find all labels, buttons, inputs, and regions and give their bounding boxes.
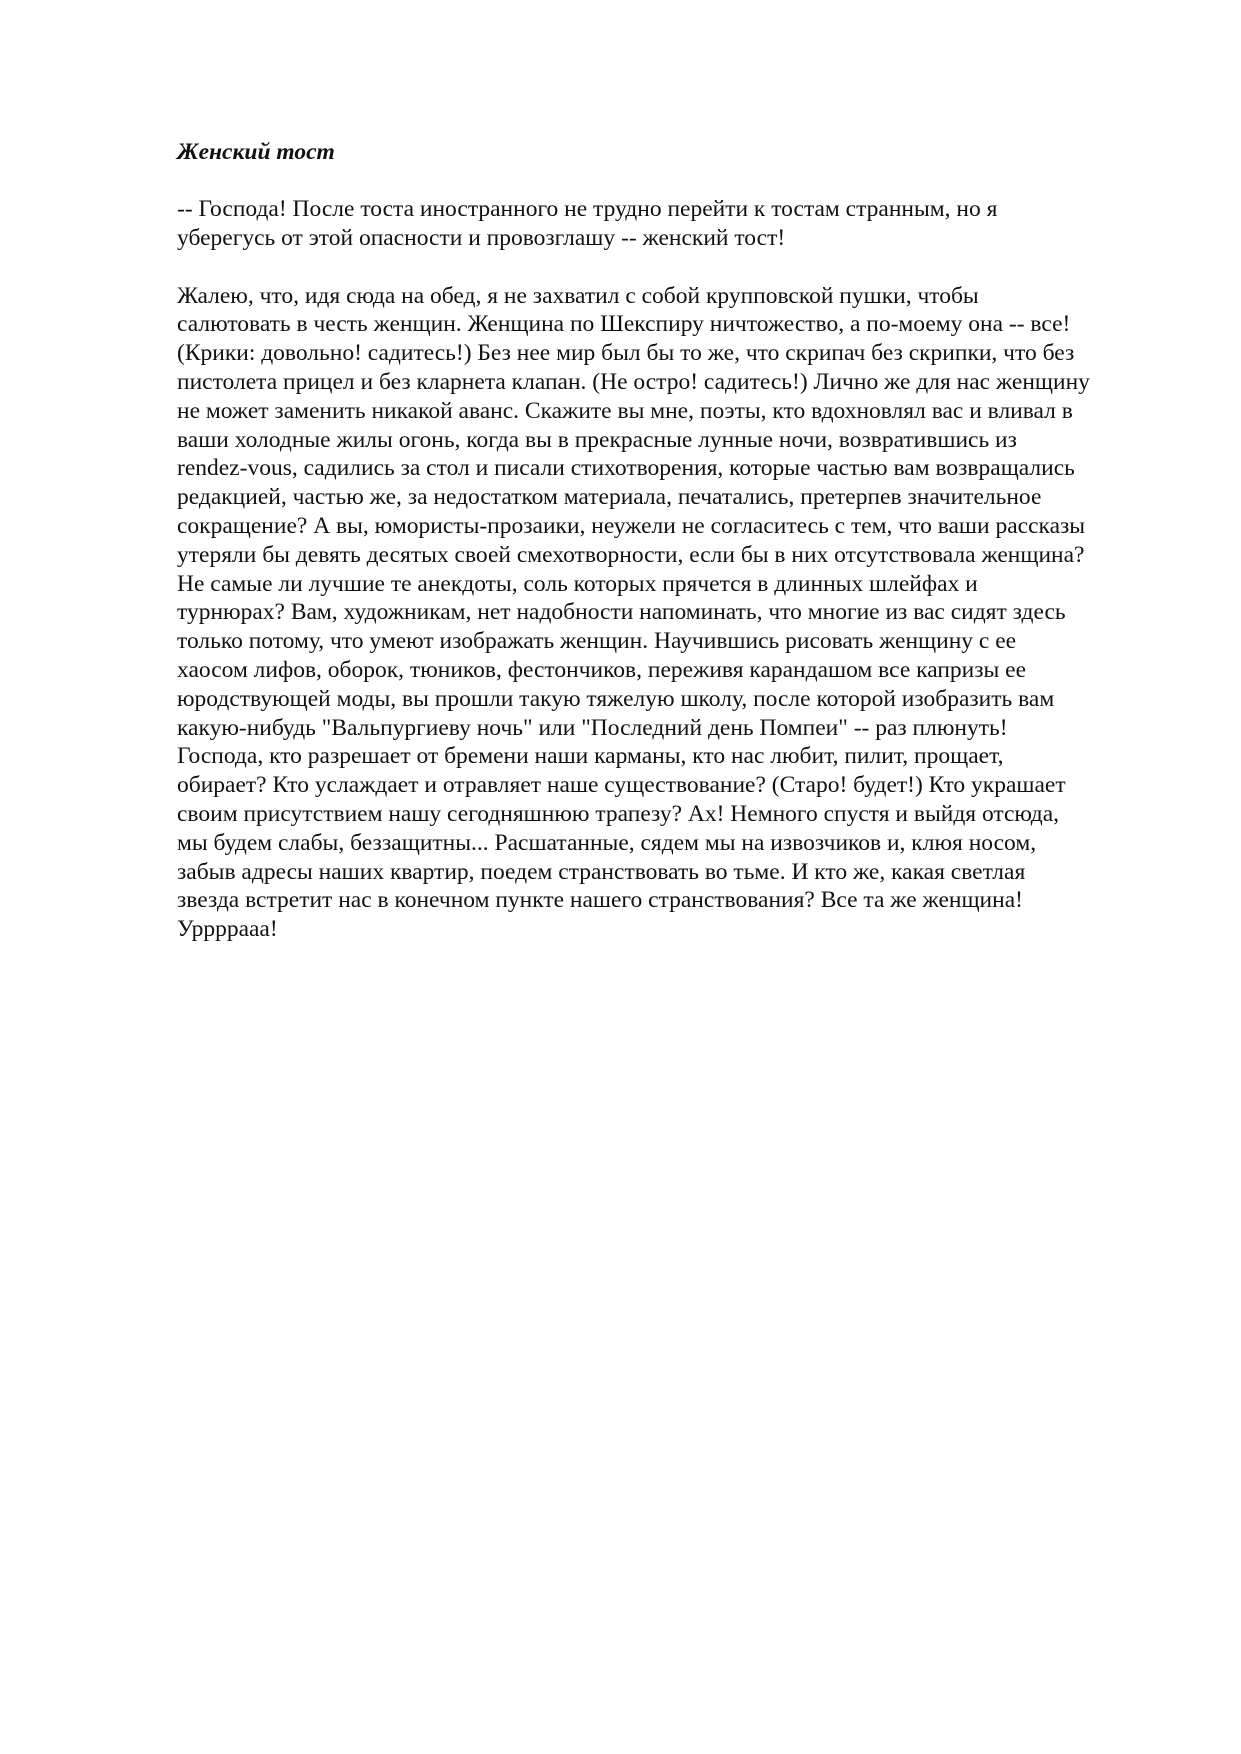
text-line: сокращение? А вы, юмористы-прозаики, неужели не согласитесь с тем, что ваши рассказы (177, 512, 1086, 539)
text-line: обирает? Кто услаждает и отравляет наше существование? (Старо! будет!) Кто украшает (177, 772, 1066, 799)
text-line: турнюрах? Вам, художникам, нет надобности напоминать, что многие из вас сидят здесь (177, 599, 1066, 626)
text-line: какую-нибудь "Вальпургиеву ночь" или "Последний день Помпеи" -- раз плюнуть! (177, 714, 1008, 741)
text-line: утеряли бы девять десятых своей смехотворности, если бы в них отсутствовала женщина? (177, 541, 1085, 568)
document-body (177, 138, 1177, 973)
text-line: ваши холодные жилы огонь, когда вы в прекрасные лунные ночи, возвратившись из (177, 426, 1017, 453)
text-line: только потому, что умеют изображать женщин. Научившись рисовать женщину с ее (177, 628, 1017, 655)
text-line: хаосом лифов, оборок, тюников, фестончиков, переживя карандашом все капризы ее (177, 656, 1027, 683)
paragraph-main (177, 282, 1177, 944)
document-title: Женский тост (177, 139, 335, 165)
text-line: пистолета прицел и без кларнета клапан. (Не остро! садитесь!) Лично же для нас женщину (177, 368, 1090, 395)
text-line: не может заменить никакой аванс. Скажите вы мне, поэты, кто вдохновлял вас и вливал в (177, 397, 1073, 424)
text-line: уберегусь от этой опасности и провозглашу -- женский тост! (177, 224, 786, 251)
text-line: -- Господа! После тоста иностранного не трудно перейти к тостам странным, но я (177, 196, 998, 222)
text-line: юродствующей моды, вы прошли такую тяжелую школу, после которой изобразить вам (177, 685, 1055, 712)
text-line: Уррррааа! (177, 916, 278, 943)
text-line: редакцией, частью же, за недостатком материала, печатались, претерпев значительное (177, 484, 1042, 511)
text-line: (Крики: довольно! садитесь!) Без нее мир был бы то же, что скрипач без скрипки, что без (177, 340, 1075, 367)
text-line: rendez-vous, садились за стол и писали стихотворения, которые частью вам возвращались (177, 455, 1075, 482)
text-line: Не самые ли лучшие те анекдоты, соль которых прячется в длинных шлейфах и (177, 570, 978, 597)
text-line: Господа, кто разрешает от бремени наши карманы, кто нас любит, пилит, прощает, (177, 743, 1004, 770)
text-line: забыв адресы наших квартир, поедем странствовать во тьме. И кто же, какая светлая (177, 858, 1026, 885)
text-line: салютовать в честь женщин. Женщина по Шекспиру ничтожество, а по-моему она -- все! (177, 311, 1071, 338)
text-line: своим присутствием нашу сегодняшнюю трапезу? Ах! Немного спустя и выйдя отсюда, (177, 800, 1060, 827)
text-line: мы будем слабы, беззащитны... Расшатанные, сядем мы на извозчиков и, клюя носом, (177, 829, 1037, 856)
text-line: звезда встретит нас в конечном пункте нашего странствования? Все та же женщина! (177, 887, 1023, 914)
paragraph-intro (177, 195, 1177, 253)
text-line: Жалею, что, идя сюда на обед, я не захватил с собой крупповской пушки, чтобы (177, 282, 979, 309)
